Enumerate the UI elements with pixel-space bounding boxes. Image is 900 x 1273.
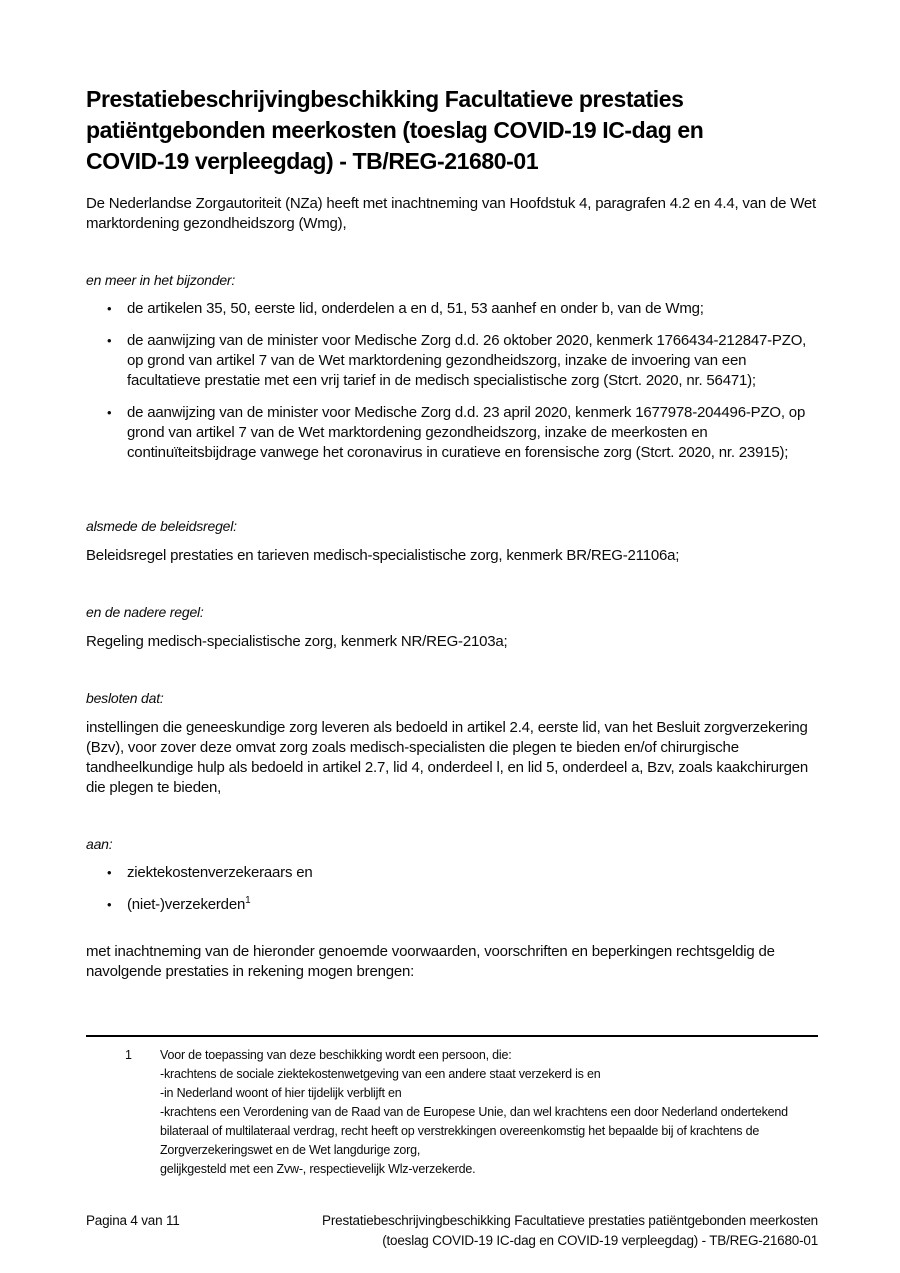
footnote-line: -in Nederland woont of hier tijdelijk verblijft en (160, 1086, 402, 1100)
list-item-label: ziektekostenverzekeraars en (127, 864, 313, 881)
page-title-line-2: patiëntgebonden meerkosten (toeslag COVID-19 IC-dag en (86, 117, 704, 143)
footnote-block (86, 1035, 818, 1179)
list-item (86, 403, 818, 463)
list-item-label: de artikelen 35, 50, eerste lid, onderdelen a en d, 51, 53 aanhef en onder b, van de Wmg; (127, 300, 704, 317)
footnote (86, 1046, 818, 1179)
intro-paragraph: De Nederlandse Zorgautoriteit (NZa) heeft met inachtneming van Hoofdstuk 4, paragrafen 4.2 en 4.4, van de Wet marktordening gezondheidszorg (Wmg), (86, 195, 817, 232)
footnote-text (160, 1046, 810, 1179)
footnote-reference: 1 (245, 895, 251, 906)
document-content (86, 84, 818, 982)
list-item-label: (niet-)verzekerden (127, 896, 246, 913)
page-footer (86, 1211, 818, 1251)
footer-document-reference (322, 1211, 818, 1251)
besloten-paragraph: instellingen die geneeskundige zorg leveren als bedoeld in artikel 2.4, eerste lid, van het Besluit zorgverzekering (Bzv), voor zover deze omvat zorg zoals medisch-specialisten die plegen te bieden en/of chirurgische tandheelkundige hulp als bedoeld in artikel 2.7, lid 4, onderdeel l, en lid 5, onderdeel a, Bzv, zoals kaakchirurgen die plegen te bieden, (86, 719, 809, 796)
page-title (86, 84, 818, 177)
nadere-regel-paragraph: Regeling medisch-specialistische zorg, kenmerk NR/REG-2103a; (86, 633, 508, 650)
footnote-line: Voor de toepassing van deze beschikking wordt een persoon, die: (160, 1048, 512, 1062)
page-title-line-3: COVID-19 verpleegdag) - TB/REG-21680-01 (86, 148, 539, 174)
footnote-line: -krachtens de sociale ziektekostenwetgeving van een andere staat verzekerd is en (160, 1067, 601, 1081)
lead-in-aan: aan: (86, 836, 113, 852)
bullet-icon: • (107, 333, 112, 348)
list-item-label: de aanwijzing van de minister voor Medische Zorg d.d. 23 april 2020, kenmerk 1677978-204496-PZO, op grond van artikel 7 van de Wet marktordening gezondheidszorg, inzake de meerkosten en continuïteitsbijdrage vanwege het coronavirus in curatieve en forensische zorg (Stcrt. 2020, nr. 23915); (127, 404, 806, 461)
footer-page-indicator: Pagina 4 van 11 (86, 1213, 180, 1228)
footnote-line: -krachtens een Verordening van de Raad van de Europese Unie, dan wel krachtens een door Nederland ondertekend bilateraal of multilateraal verdrag, recht heeft op verstrekkingen overeenkomstig het bepaalde bij of krachtens de Zorgverzekeringswet en de Wet langdurige zorg, (160, 1105, 788, 1157)
bullet-icon: • (107, 865, 112, 880)
footer-doc-ref-line-2: (toeslag COVID-19 IC-dag en COVID-19 verpleegdag) - TB/REG-21680-01 (382, 1233, 818, 1248)
lead-in-nadere-regel: en de nadere regel: (86, 604, 204, 620)
bullet-icon: • (107, 897, 112, 912)
lead-in-beleidsregel: alsmede de beleidsregel: (86, 518, 237, 534)
footnote-divider (86, 1035, 818, 1037)
page-title-line-1: Prestatiebeschrijvingbeschikking Facultatieve prestaties (86, 86, 684, 112)
lead-in-besloten: besloten dat: (86, 690, 164, 706)
list-item (86, 863, 818, 883)
legal-basis-bullet-list (86, 299, 818, 463)
lead-in-bijzonder: en meer in het bijzonder: (86, 272, 236, 288)
recipients-bullet-list (86, 863, 818, 915)
closing-paragraph: met inachtneming van de hieronder genoemde voorwaarden, voorschriften en beperkingen rechtsgeldig de navolgende prestaties in rekening mogen brengen: (86, 943, 775, 980)
footnote-number: 1 (125, 1048, 132, 1062)
bullet-icon: • (107, 301, 112, 316)
list-item (86, 895, 818, 915)
footnote-line: gelijkgesteld met een Zvw-, respectievelijk Wlz-verzekerde. (160, 1162, 476, 1176)
footer-doc-ref-line-1: Prestatiebeschrijvingbeschikking Facultatieve prestaties patiëntgebonden meerkosten (322, 1213, 818, 1228)
bullet-icon: • (107, 405, 112, 420)
beleidsregel-paragraph: Beleidsregel prestaties en tarieven medisch-specialistische zorg, kenmerk BR/REG-21106a; (86, 547, 680, 564)
list-item (86, 299, 818, 319)
list-item-label: de aanwijzing van de minister voor Medische Zorg d.d. 26 oktober 2020, kenmerk 1766434-212847-PZO, op grond van artikel 7 van de Wet marktordening gezondheidszorg, inzake de invoering van een facultatieve prestatie met een vrij tarief in de medisch specialistische zorg (Stcrt. 2020, nr. 56471); (127, 332, 807, 389)
list-item (86, 331, 818, 391)
